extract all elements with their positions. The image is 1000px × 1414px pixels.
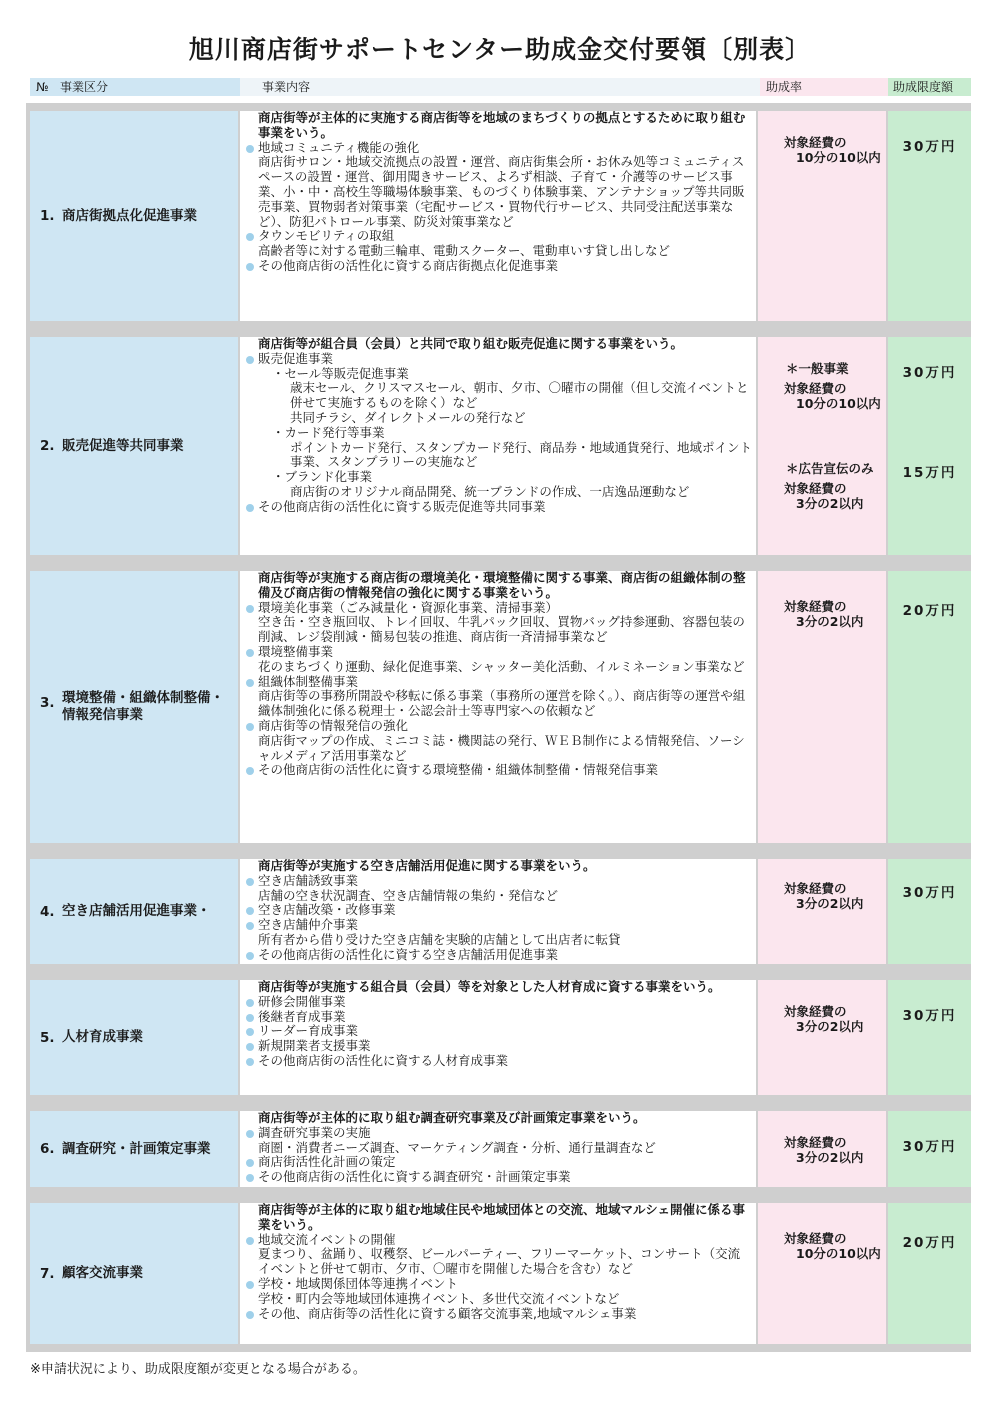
category-cell: 4. 空き店舗活用促進事業・: [30, 859, 238, 964]
lead-text: 商店街等が実施する商店街の環境美化・環境整備に関する事業、商店街の組織体制の整備及び商店街の情報発信の強化に関する事業をいう。: [258, 570, 746, 600]
bullet-icon: [246, 922, 254, 930]
bullet-icon: [246, 999, 254, 1007]
table-row: [26, 103, 971, 329]
limit-cell: 30万円: [888, 980, 971, 1095]
bullet-icon: [246, 1174, 254, 1182]
bullet-icon: [246, 1028, 254, 1036]
limit-cell: 20万円: [888, 1203, 971, 1344]
content-cell: 商店街等が主体的に取り組む地域住民や地域団体との交流、地域マルシェ開催に係る事業をいう。 地域交流イベントの開催 夏まつり、盆踊り、収穫祭、ビールパーティー、フリーマーケット、コンサート（交流イベントと併せて朝市、夕市、〇曜市を開催した場合を含む）など 学校・地域関係団体等連携イベント 学校・町内会等地域団体連携イベント、多世代交流イベントなど その他、商店街等の活性化に資する顧客交流事業,地域マルシェ事業: [240, 1203, 756, 1344]
header-no: №: [36, 80, 49, 94]
lead-text: 商店街等が主体的に取り組む地域住民や地域団体との交流、地域マルシェ開催に係る事業をいう。: [258, 1202, 745, 1232]
bullet-icon: [246, 145, 254, 153]
table-row: [26, 329, 971, 563]
bullet-icon: [246, 504, 254, 512]
bullet-icon: [246, 1130, 254, 1138]
content-cell: 商店街等が組合員（会員）と共同で取り組む販売促進に関する事業をいう。 販売促進事業 ・セール等販売促進事業 歳末セール、クリスマスセール、朝市、夕市、〇曜市の開催（但し交流イベントと併せて実施するものを除く）など 共同チラシ、ダイレクトメールの発行など ・カード発行等事業 ポイントカード発行、スタンプカード発行、商品券・地域通貨発行、地域ポイント事業、スタンプラリーの実施など ・ブランド化事業 商店街のオリジナル商品開発、統一ブランドの作成、一店逸品運動など その他商店街の活性化に資する販売促進等共同事業: [240, 337, 756, 555]
bullet-icon: [246, 263, 254, 271]
bullet-icon: [246, 1058, 254, 1066]
header-content: 事業内容: [262, 80, 311, 94]
limit-cell: 30万円: [888, 859, 971, 964]
bullet-icon: [246, 605, 254, 613]
bullet-icon: [246, 878, 254, 886]
lead-text: 商店街等が実施する組合員（会員）等を対象とした人材育成に資する事業をいう。: [258, 979, 721, 994]
content-cell: 商店街等が実施する空き店舗活用促進に関する事業をいう。 空き店舗誘致事業 店舗の空き状況調査、空き店舗情報の集約・発信など 空き店舗改築・改修事業 空き店舗仲介事業 所有者から借り受けた空き店舗を実験的店舗として出店者に転貸 その他商店街の活性化に資する空き店舗活用促進事業: [240, 859, 756, 964]
table-row: [26, 1195, 971, 1352]
table-row: [26, 972, 971, 1103]
footnote: ※申請状況により、助成限度額が変更となる場合がある。: [30, 1362, 366, 1377]
category-cell: 5. 人材育成事業: [30, 980, 238, 1095]
rate-cell: 対象経費の 10分の10以内: [758, 1203, 886, 1344]
bullet-icon: [246, 1014, 254, 1022]
content-cell: 商店街等が主体的に取り組む調査研究事業及び計画策定事業をいう。 調査研究事業の実施 商圏・消費者ニーズ調査、マーケティング調査・分析、通行量調査など 商店街活性化計画の策定 その他商店街の活性化に資する調査研究・計画策定事業: [240, 1111, 756, 1187]
header-limit: 助成限度額: [893, 80, 954, 94]
lead-text: 商店街等が主体的に実施する商店街等を地域のまちづくりの拠点とするために取り組む事業をいう。: [258, 110, 746, 140]
category-cell: 6. 調査研究・計画策定事業: [30, 1111, 238, 1187]
bullet-icon: [246, 767, 254, 775]
header-category: 事業区分: [60, 80, 109, 94]
page-title: 旭川商店街サポートセンター助成金交付要領〔別表〕: [188, 35, 812, 64]
bullet-icon: [246, 1281, 254, 1289]
category-cell: 7. 顧客交流事業: [30, 1203, 238, 1344]
rate-cell: 対象経費の 10分の10以内: [758, 111, 886, 321]
category-cell: 1. 商店街拠点化促進事業: [30, 111, 238, 321]
limit-cell: 30万円: [888, 111, 971, 321]
lead-text: 商店街等が主体的に取り組む調査研究事業及び計画策定事業をいう。: [258, 1110, 646, 1125]
bullet-icon: [246, 233, 254, 241]
content-cell: 商店街等が主体的に実施する商店街等を地域のまちづくりの拠点とするために取り組む事業をいう。 地域コミュニティ機能の強化 商店街サロン・地域交流拠点の設置・運営、商店街集会所・お休み処等コミュニティスペースの設置・運営、御用聞きサービス、よろず相談、子育て・介護等のサービス事業、小・中・高校生等職場体験事業、ものづくり体験事業、アンテナショップ等共同販売事業、買物弱者対策事業（宅配サービス・買物代行サービス、共同受注配送事業など）、防犯パトロール事業、防災対策事業など タウンモビリティの取組 高齢者等に対する電動三輪車、電動スクーター、電動車いす貸し出しなど その他商店街の活性化に資する商店街拠点化促進事業: [240, 111, 756, 321]
rate-cell: 対象経費の 3分の2以内: [758, 859, 886, 964]
lead-text: 商店街等が実施する空き店舗活用促進に関する事業をいう。: [258, 858, 596, 873]
rate-cell: 対象経費の 3分の2以内: [758, 1111, 886, 1187]
limit-cell: 30万円 15万円: [888, 337, 971, 555]
table-row: [26, 563, 971, 851]
content-cell: 商店街等が実施する組合員（会員）等を対象とした人材育成に資する事業をいう。 研修会開催事業 後継者育成事業 リーダー育成事業 新規開業者支援事業 その他商店街の活性化に資する人材育成事業: [240, 980, 756, 1095]
rate-cell: ＊一般事業 対象経費の 10分の10以内 ＊広告宣伝のみ 対象経費の 3分の2以内: [758, 337, 886, 555]
bullet-icon: [246, 1237, 254, 1245]
bullet-icon: [246, 723, 254, 731]
bullet-icon: [246, 907, 254, 915]
rate-cell: 対象経費の 3分の2以内: [758, 571, 886, 843]
header-rate: 助成率: [766, 80, 803, 94]
lead-text: 商店街等が組合員（会員）と共同で取り組む販売促進に関する事業をいう。: [258, 336, 684, 351]
bullet-icon: [246, 679, 254, 687]
bullet-icon: [246, 1159, 254, 1167]
category-cell: 2. 販売促進等共同事業: [30, 337, 238, 555]
bullet-icon: [246, 356, 254, 364]
limit-cell: 20万円: [888, 571, 971, 843]
category-cell: 3. 環境整備・組織体制整備・ 情報発信事業: [30, 571, 238, 843]
rate-cell: 対象経費の 3分の2以内: [758, 980, 886, 1095]
limit-cell: 30万円: [888, 1111, 971, 1187]
bullet-icon: [246, 1311, 254, 1319]
content-cell: 商店街等が実施する商店街の環境美化・環境整備に関する事業、商店街の組織体制の整備及び商店街の情報発信の強化に関する事業をいう。 環境美化事業（ごみ減量化・資源化事業、清掃事業） 空き缶・空き瓶回収、トレイ回収、牛乳パック回収、買物バッグ持参運動、容器包装の削減、レジ袋削減・簡易包装の推進、商店街一斉清掃事業など 環境整備事業 花のまちづくり運動、緑化促進事業、シャッター美化活動、イルミネーション事業など 組織体制整備事業 商店街等の事務所開設や移転に係る事業（事務所の運営を除く。）、商店街等の運営や組織体制強化に係る税理士・公認会計士等専門家への依頼など 商店街等の情報発信の強化 商店街マップの作成、ミニコミ誌・機関誌の発行、ＷＥＢ制作による情報発信、ソーシャルメディア活用事業など その他商店街の活性化に資する環境整備・組織体制整備・情報発信事業: [240, 571, 756, 843]
bullet-icon: [246, 649, 254, 657]
table-row: [26, 1103, 971, 1195]
table-row: [26, 851, 971, 972]
bullet-icon: [246, 1043, 254, 1051]
bullet-icon: [246, 952, 254, 960]
